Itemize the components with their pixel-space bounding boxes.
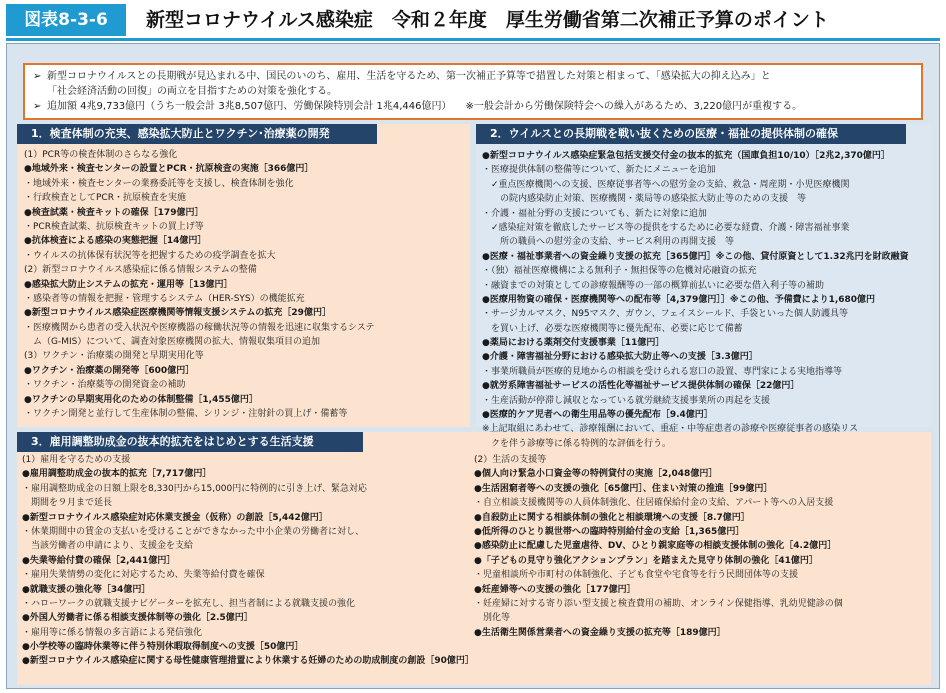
list-item: ●感染防止に配慮した児童虐待、DV、ひとり親家庭等の相談支援体制の強化［4.2億円］ [474, 541, 837, 552]
list-item: ・感染者等の情報を把握・管理するシステム（HER-SYS）の機能拡充 [24, 293, 305, 304]
list-item: (2）生活の支援等 [474, 455, 547, 465]
list-item: ●低所得のひとり親世帯への臨時特別給付金の支給［1,365億円］ [474, 526, 745, 537]
summary-line-1b [33, 84, 913, 99]
list-item: (2）新型コロナウイルス感染症に係る情報システムの整備 [24, 265, 257, 276]
list-item: ※上記取組にあわせて、診療報酬において、重症・中等症患者の診療や医療従事者の感染リス [482, 424, 859, 435]
arrow-bullet-icon: ➢ [33, 71, 42, 82]
summary-amount: 追加額 4兆9,733億円（うち一般会計 3兆8,507億円、労働保険特別会計 1兆4,446億円） [47, 101, 452, 112]
header [0, 0, 946, 40]
list-item: ●就労系障害福祉サービスの活性化等福祉サービス提供体制の確保［22億円］ [482, 381, 800, 392]
figure-label: 図表8-3-6 [6, 4, 126, 36]
list-item: ム（G-MIS）について、調査対象医療機関の拡大、情報収集項目の追加 [24, 337, 320, 348]
list-item: ●小学校等の臨時休業等に伴う特別休暇取得制度への支援［50億円］ [22, 642, 304, 653]
list-item: ・自立相談支援機関等の人員体制強化、住居確保給付金の支給、アパート等への入居支援 [474, 498, 834, 509]
list-item: クを伴う診療等に係る特例的な評価を行う。 [482, 438, 672, 449]
list-item: ・児童相談所や市町村の体制強化、子ども食堂や宅食等を行う民間団体等の支援 [474, 570, 799, 581]
list-item: ・雇用失業情勢の変化に対応するため、失業等給付費を確保 [22, 570, 265, 581]
list-item: ●妊産婦等への支援の強化［177億円］ [474, 584, 636, 595]
summary-text-1b: 「社会経済活動の回復」の両立を目指すための対策を強化する。 [47, 86, 337, 97]
list-item: (3）ワクチン・治療薬の開発と早期実用化等 [24, 351, 204, 362]
list-item: 当該労働者の申請により、支援金を支給 [22, 541, 194, 552]
list-item: を買い上げ、必要な医療機関等に優先配布、必要に応じて備蓄 [482, 323, 743, 334]
list-item: ●抗体検査による感染の実態把握［14億円］ [24, 236, 207, 247]
list-item: ・雇用調整助成金の日額上限を8,330円から15,000円に特例的に引き上げ、緊急対応 [22, 483, 367, 494]
list-item: ●新型コロナウイルス感染症緊急包括支援交付金の抜本的拡充（国庫負担10/10）［2兆2,370億円］ [482, 151, 890, 161]
list-item: ●医療的ケア児者への衛生用品等の優先配布［9.4億円］ [482, 410, 713, 421]
list-item: (1）雇用を守るための支援 [22, 455, 131, 465]
list-item: ●地域外来・検査センターの設置とPCR・抗原検査の実施［366億円］ [24, 164, 314, 175]
list-item: ・医療機関から患者の受入状況や医療機器の稼働状況等の情報を迅速に収集するシステ [24, 322, 375, 333]
list-item: ●介護・障害福祉分野における感染拡大防止等への支援［3.3億円］ [482, 352, 758, 363]
summary-box [23, 63, 923, 120]
list-item: ✓重点医療機関への支援、医療従事者等への慰労金の支給、救急・周産期・小児医療機関 [482, 179, 850, 190]
list-item: 所の職員への慰労金の支給、サービス利用の再開支援 等 [482, 237, 735, 248]
list-item: ・ハローワークの就職支援ナビゲーターを拡充し、担当者制による就職支援の強化 [22, 598, 356, 609]
list-item: ・（独）福祉医療機構による無利子・無担保等の危機対応融資の拡充 [482, 266, 757, 277]
list-item: ・妊産婦に対する寄り添い型支援と検査費用の補助、オンライン保健指導、乳幼児健診の個 [474, 598, 843, 609]
list-item: ●ワクチン・治療薬の開発等［600億円］ [24, 365, 195, 376]
list-item: ●医療・福祉事業者への資金繰り支援の拡充［365億円］※この他、貸付原資として1.32兆円を財政融資 [482, 251, 909, 262]
list-item: ●ワクチンの早期実用化のための体制整備［1,455億円］ [24, 394, 258, 405]
list-item: ●生活衛生関係営業者への資金繰り支援の拡充等［189億円］ [474, 627, 726, 638]
section-2-list [482, 149, 909, 451]
list-item: ・ワクチン・治療薬等の開発資金の補助 [24, 380, 186, 391]
list-item: ✓感染症対策を徹底したサービス等の提供をするために必要な経費、介護・障害福祉事業 [482, 222, 850, 233]
arrow-bullet-icon: ➢ [33, 101, 42, 112]
list-item: ●新型コロナウイルス感染症対応休業支援金（仮称）の創設［5,442億円］ [22, 512, 328, 523]
list-item: ●個人向け緊急小口資金等の特例貸付の実施［2,048億円］ [474, 469, 718, 480]
list-item: ●外国人労働者に係る相談支援体制等の強化［2.5億円］ [22, 613, 253, 624]
section-3-right-list [474, 453, 843, 640]
list-item: ・事業所職員が医療的見地からの相談を受けられる窓口の設置、専門家による実地指導等 [482, 366, 843, 377]
section-1-list [24, 148, 375, 421]
list-item: ●失業等給付費の確保［2,441億円］ [22, 555, 176, 566]
list-item: ・融資までの対策としての診療報酬等の一部の概算前払いに必要な借入利子等の補助 [482, 280, 825, 291]
section-3-left-list [22, 453, 474, 669]
list-item: ●自殺防止に関する相談体制の強化と相談環境への支援［8.7億円］ [474, 512, 750, 523]
summary-note: ※一般会計から労働保険特会への繰入があるため、3,220億円が重複する。 [465, 101, 803, 112]
list-item: (1）PCR等の検査体制のさらなる強化 [24, 150, 178, 160]
list-item: ●生活困窮者等への支援の強化［65億円］、住まい対策の推進［99億円］ [474, 483, 773, 494]
list-item: ●「子どもの見守り強化アクションプラン」を踏まえた見守り体制の強化［41億円］ [474, 555, 818, 566]
list-item: ●検査試薬・検査キットの確保［179億円］ [24, 207, 204, 218]
title-rule [6, 38, 940, 41]
section-1-heading: 1．検査体制の充実、感染拡大防止とワクチン･治療薬の開発 [17, 124, 377, 144]
list-item: ・介護・福祉分野の支援についても、新たに対象に追加 [482, 208, 707, 219]
list-item: ●感染拡大防止システムの拡充・運用等［13億円］ [24, 279, 233, 290]
list-item: ・ワクチン開発と並行して生産体制の整備、シリンジ・注射針の買上げ・備蓄等 [24, 409, 348, 420]
list-item: ・雇用等に係る情報の多言語による発信強化 [22, 627, 203, 638]
summary-text-1a: 新型コロナウイルスとの長期戦が見込まれる中、国民のいのち、雇用、生活を守るため、第一次補正予算等で措置した対策と相まって、「感染拡大の抑え込み」と [47, 71, 771, 82]
list-item: ・休業期間中の賃金の支払いを受けることができなかった中小企業の労働者に対し、 [22, 526, 365, 537]
list-item: ・ウイルスの抗体保有状況等を把握するための疫学調査を拡大 [24, 250, 276, 261]
list-item: の院内感染防止対策、医療機関・薬局等の感染拡大防止等のための支援 等 [482, 194, 807, 205]
summary-line-1 [33, 69, 913, 84]
list-item: ●医療用物資の確保・医療機関等への配布等［4,379億円］］※この他、予備費により1,680億円 [482, 294, 876, 305]
list-item: ●新型コロナウイルス感染症に関する母性健康管理措置により休業する妊婦のための助成制度の創設［90億円］ [22, 656, 474, 667]
section-3-heading: 3．雇用調整助成金の抜本的拡充をはじめとする生活支援 [17, 432, 363, 452]
list-item: ●新型コロナウイルス感染症医療機関等情報支援システムの拡充［29億円］ [24, 308, 331, 319]
list-item: ●就職支援の強化等［34億円］ [22, 584, 151, 595]
list-item: ・PCR検査試薬、抗原検査キットの買上げ等 [24, 221, 204, 232]
list-item: ●薬局における薬剤交付支援事業［11億円］ [482, 338, 665, 349]
list-item: 別化等 [474, 613, 511, 624]
page-title: 新型コロナウイルス感染症 令和２年度 厚生労働省第二次補正予算のポイント [146, 9, 829, 31]
list-item: ・行政検査としてPCR・抗原検査を実施 [24, 193, 186, 204]
list-item: ・地域外来・検査センターの業務委託等を支援し、検査体制を強化 [24, 178, 294, 189]
list-item: ・医療提供体制の整備等について、新たにメニューを追加 [482, 165, 716, 176]
list-item: ・生産活動が停滞し減収となっている就労継続支援事業所の再起を支援 [482, 395, 771, 406]
list-item: 期間を９月まで延長 [22, 498, 113, 509]
summary-line-2 [33, 99, 913, 114]
list-item: ・サージカルマスク、N95マスク、ガウン、フェイスシールド、手袋といった個人防護具等 [482, 309, 849, 320]
section-2-heading: 2．ウイルスとの長期戦を戦い抜くための医療・福祉の提供体制の確保 [476, 124, 906, 144]
list-item: ●雇用調整助成金の抜本的拡充［7,717億円］ [22, 469, 212, 480]
